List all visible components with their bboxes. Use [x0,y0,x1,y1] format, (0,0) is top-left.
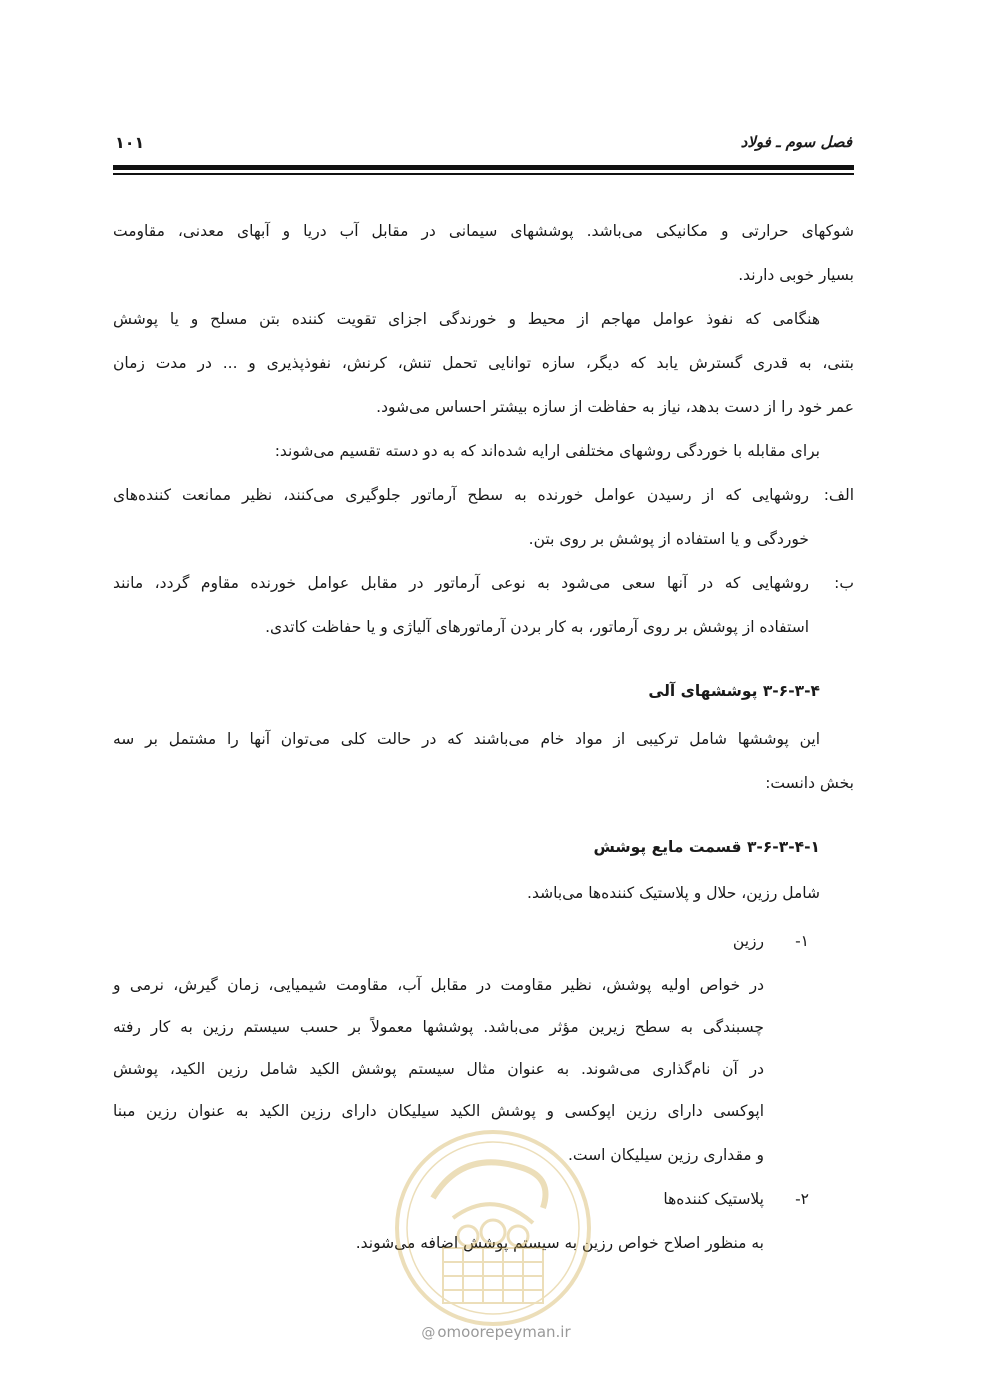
item-a-marker: الف: [823,486,854,504]
at-icon: @ [421,1325,436,1341]
item-1-line-4: اپوکسی دارای رزین اپوکسی و پوشش الکید سیلیکان دارای رزین الکید به عنوان رزین مبنا [113,1102,764,1120]
p3-line: برای مقابله با خوردگی روشهای مختلفی ارایه شده‌اند که به دو دسته تقسیم می‌شوند: [274,442,820,460]
item-1-marker: ۱- [795,932,809,950]
p1-line-1: شوکهای حرارتی و مکانیکی می‌باشد. پوششهای سیمانی در مقابل آب دریا و آبهای معدنی، مقاومت [113,222,854,240]
p4-line-2: بخش دانست: [765,774,854,792]
item-1-line-2: چسبندگی به سطح زیرین مؤثر می‌باشد. پوششها معمولاً بر حسب سیستم رزین به کار رفته [113,1018,764,1036]
watermark-url [0,1323,992,1341]
item-1-line-3: در آن نام‌گذاری می‌شوند. به عنوان مثال سیستم پوشش الکید شامل رزین الکید، پوشش [113,1060,764,1078]
item-1-line-1: در خواص اولیه پوشش، نظیر مقاومت در مقابل آب، مقاومت شیمیایی، زمان گیرش، نرمی و [113,976,764,994]
watermark-url-text: omoorepeyman.ir [437,1323,571,1341]
item-b-line-2: استفاده از پوشش بر روی آرماتور، به کار بردن آرماتورهای آلیاژی و یا حفاظت کاتدی. [265,618,809,636]
p2-line-2: بتنی، به قدری گسترش یابد که دیگر، سازه توانایی تحمل تنش، کرنش، نفوذپذیری و ... در مدت زمان [113,354,854,372]
item-b-line-1: روشهایی که در آنها سعی می‌شود به نوعی آرماتور در مقابل عوامل خورنده مقاوم گردد، مانند [113,574,809,592]
header-rule-thick [113,165,854,170]
item-1-line-5: و مقداری رزین سیلیکان است. [567,1146,764,1164]
item-a-line-2: خوردگی و یا استفاده از پوشش بر روی بتن. [528,530,809,548]
chapter-title: فصل سوم ـ فولاد [740,133,852,151]
item-2-marker: ۲- [795,1190,809,1208]
p2-line-1: هنگامی که نفوذ عوامل مهاجم از محیط و خورندگی اجزای تقویت کننده بتن مسلح و یا پوشش [113,310,820,328]
subsection-heading: ۳-۶-۳-۴-۱ قسمت مایع پوشش [593,838,820,856]
item-1-title: رزین [732,932,764,950]
p1-line-2: بسیار خوبی دارند. [738,266,854,284]
item-2-line-1: به منظور اصلاح خواص رزین به سیستم پوشش اضافه می‌شوند. [355,1234,764,1252]
p4-line-1: این پوششها شامل ترکیبی از مواد خام می‌باشند که در حالت کلی می‌توان آنها را مشتمل بر سه [113,730,820,748]
header-rule-thin [113,173,854,175]
p5-line: شامل رزین، حلال و پلاستیک کننده‌ها می‌باشد. [527,884,820,902]
item-2-title: پلاستیک کننده‌ها [663,1190,764,1208]
item-a-line-1: روشهایی که از رسیدن عوامل خورنده به سطح آرماتور جلوگیری می‌کنند، نظیر ممانعت کننده‌های [113,486,809,504]
page-number: ۱۰۱ [115,133,145,152]
section-heading: ۳-۶-۳-۴ پوششهای آلی [648,682,820,700]
item-b-marker: ب: [834,574,854,592]
omoorepeyman-seal-icon [393,1128,593,1328]
p2-line-3: عمر خود را از دست بدهد، نیاز به حفاظت از سازه بیشتر احساس می‌شود. [376,398,854,416]
